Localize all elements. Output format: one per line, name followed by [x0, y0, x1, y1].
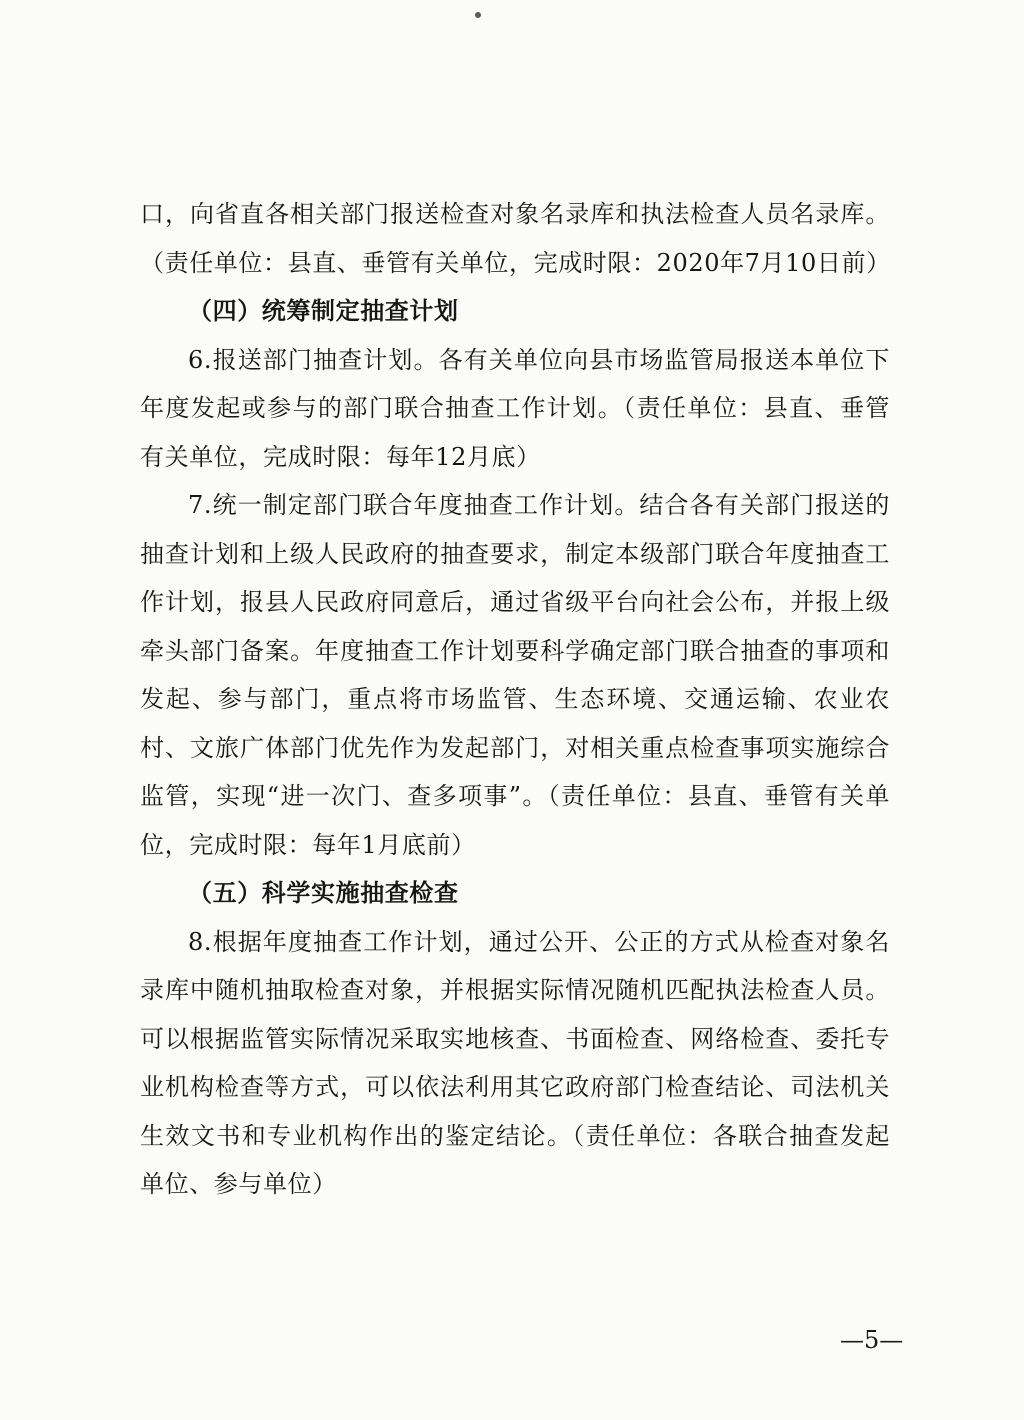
document-body — [140, 190, 890, 1209]
paragraph-item-8: 8.根据年度抽查工作计划，通过公开、公正的方式从检查对象名录库中随机抽取检查对象，并根据实际情况随机匹配执法检查人员。可以根据监管实际情况采取实地核查、书面检查、网络检查、委托专业机构检查等方式，可以依法利用其它政府部门检查结论、司法机关生效文书和专业机构作出的鉴定结论。（责任单位：各联合抽查发起单位、参与单位） — [140, 927, 890, 1198]
paragraph-continuation: 口，向省直各相关部门报送检查对象名录库和执法检查人员名录库。（责任单位：县直、垂管有关单位，完成时限：2020年7月10日前） — [140, 200, 891, 277]
paragraph-item-6: 6.报送部门抽查计划。各有关单位向县市场监管局报送本单位下年度发起或参与的部门联合抽查工作计划。（责任单位：县直、垂管有关单位，完成时限：每年12月底） — [140, 345, 890, 471]
scan-speck — [475, 12, 481, 18]
section-heading-5: （五）科学实施抽查检查 — [188, 879, 459, 907]
section-heading-4: （四）统筹制定抽查计划 — [188, 297, 459, 325]
page-number: —5— — [840, 1326, 904, 1354]
paragraph-item-7: 7.统一制定部门联合年度抽查工作计划。结合各有关部门报送的抽查计划和上级人民政府的抽查要求，制定本级部门联合年度抽查工作计划，报县人民政府同意后，通过省级平台向社会公布，并报上级牵头部门备案。年度抽查工作计划要科学确定部门联合抽查的事项和发起、参与部门，重点将市场监管、生态环境、交通运输、农业农村、文旅广体部门优先作为发起部门，对相关重点检查事项实施综合监管，实现“进一次门、查多项事”。（责任单位：县直、垂管有关单位，完成时限：每年1月底前） — [140, 491, 890, 859]
